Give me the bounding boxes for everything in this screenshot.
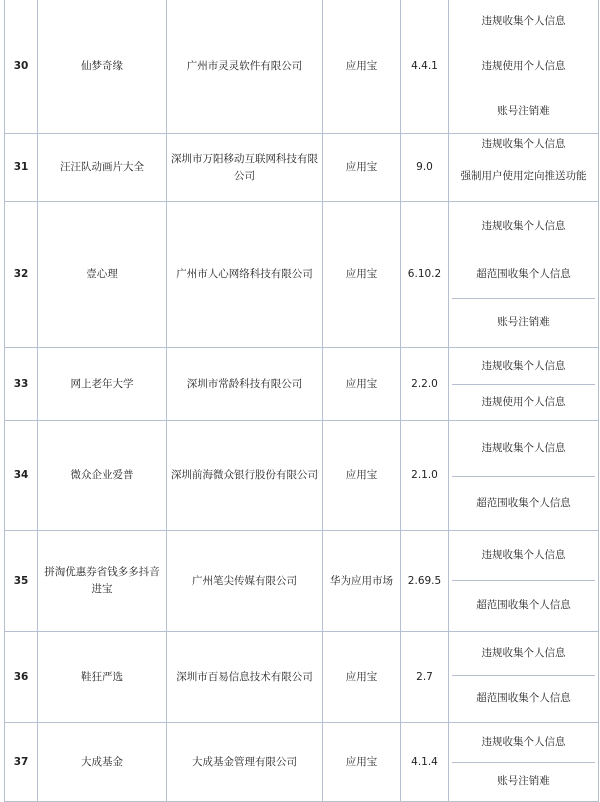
app-version: 4.1.4 <box>401 723 449 802</box>
issue-item: 违规收集个人信息 <box>452 532 595 581</box>
app-version: 9.0 <box>401 134 449 202</box>
issue-item: 违规收集个人信息 <box>481 15 566 27</box>
row-number: 31 <box>5 134 38 202</box>
app-store: 应用宝 <box>323 202 401 348</box>
company-name: 深圳市常龄科技有限公司 <box>167 348 323 421</box>
app-version: 2.1.0 <box>401 421 449 531</box>
company-name: 深圳市百易信息技术有限公司 <box>167 632 323 723</box>
table-row <box>5 202 599 348</box>
issue-item: 违规收集个人信息 <box>452 633 595 676</box>
issue-item: 账号注销难 <box>497 316 550 328</box>
app-store: 应用宝 <box>323 723 401 802</box>
issue-cell <box>449 421 599 531</box>
row-number: 33 <box>5 348 38 421</box>
app-store: 应用宝 <box>323 348 401 421</box>
row-number: 35 <box>5 531 38 632</box>
issue-item: 账号注销难 <box>497 775 550 787</box>
app-store: 应用宝 <box>323 632 401 723</box>
company-name: 广州市人心网络科技有限公司 <box>167 202 323 348</box>
app-version: 2.2.0 <box>401 348 449 421</box>
company-name: 深圳市万阳移动互联网科技有限公司 <box>167 134 323 202</box>
issue-item: 超范围收集个人信息 <box>452 251 595 299</box>
table-row <box>5 723 599 802</box>
app-version: 4.4.1 <box>401 0 449 134</box>
issue-cell <box>449 134 599 202</box>
row-number: 36 <box>5 632 38 723</box>
app-version: 2.69.5 <box>401 531 449 632</box>
table-row <box>5 134 599 202</box>
app-store: 应用宝 <box>323 421 401 531</box>
issue-item: 超范围收集个人信息 <box>476 599 571 611</box>
app-store: 应用宝 <box>323 0 401 134</box>
table-row <box>5 0 599 134</box>
app-version: 6.10.2 <box>401 202 449 348</box>
issue-cell <box>449 723 599 802</box>
company-name: 大成基金管理有限公司 <box>167 723 323 802</box>
app-name: 汪汪队动画片大全 <box>38 134 167 202</box>
issue-item: 违规收集个人信息 <box>481 138 566 150</box>
table-row <box>5 421 599 531</box>
issue-item: 强制用户使用定向推送功能 <box>460 170 587 182</box>
table-row <box>5 348 599 421</box>
app-name: 鞋狂严选 <box>38 632 167 723</box>
app-name: 仙梦奇缘 <box>38 0 167 134</box>
company-name: 广州市灵灵软件有限公司 <box>167 0 323 134</box>
issue-cell <box>449 632 599 723</box>
issue-item: 违规收集个人信息 <box>452 349 595 385</box>
issue-item: 账号注销难 <box>497 104 550 117</box>
table-row <box>5 632 599 723</box>
issue-cell <box>449 348 599 421</box>
issue-cell <box>449 531 599 632</box>
issue-cell <box>449 202 599 348</box>
app-name: 微众企业爱普 <box>38 421 167 531</box>
company-name: 深圳前海微众银行股份有限公司 <box>167 421 323 531</box>
app-store: 华为应用市场 <box>323 531 401 632</box>
issue-item: 违规收集个人信息 <box>481 220 566 232</box>
app-name: 拼淘优惠券省钱多多抖音进宝 <box>38 531 167 632</box>
app-name: 壹心理 <box>38 202 167 348</box>
issue-item: 违规收集个人信息 <box>452 422 595 477</box>
issue-cell <box>449 0 599 134</box>
app-version: 2.7 <box>401 632 449 723</box>
app-name: 网上老年大学 <box>38 348 167 421</box>
row-number: 34 <box>5 421 38 531</box>
issue-item: 超范围收集个人信息 <box>476 692 571 704</box>
company-name: 广州笔尖传媒有限公司 <box>167 531 323 632</box>
issue-item: 违规使用个人信息 <box>481 395 566 408</box>
row-number: 32 <box>5 202 38 348</box>
row-number: 30 <box>5 0 38 134</box>
app-store: 应用宝 <box>323 134 401 202</box>
issue-item: 超范围收集个人信息 <box>476 496 571 509</box>
app-violation-table <box>4 0 599 802</box>
app-name: 大成基金 <box>38 723 167 802</box>
issue-item: 违规使用个人信息 <box>481 60 566 72</box>
row-number: 37 <box>5 723 38 802</box>
issue-item: 违规收集个人信息 <box>452 724 595 763</box>
table-row <box>5 531 599 632</box>
